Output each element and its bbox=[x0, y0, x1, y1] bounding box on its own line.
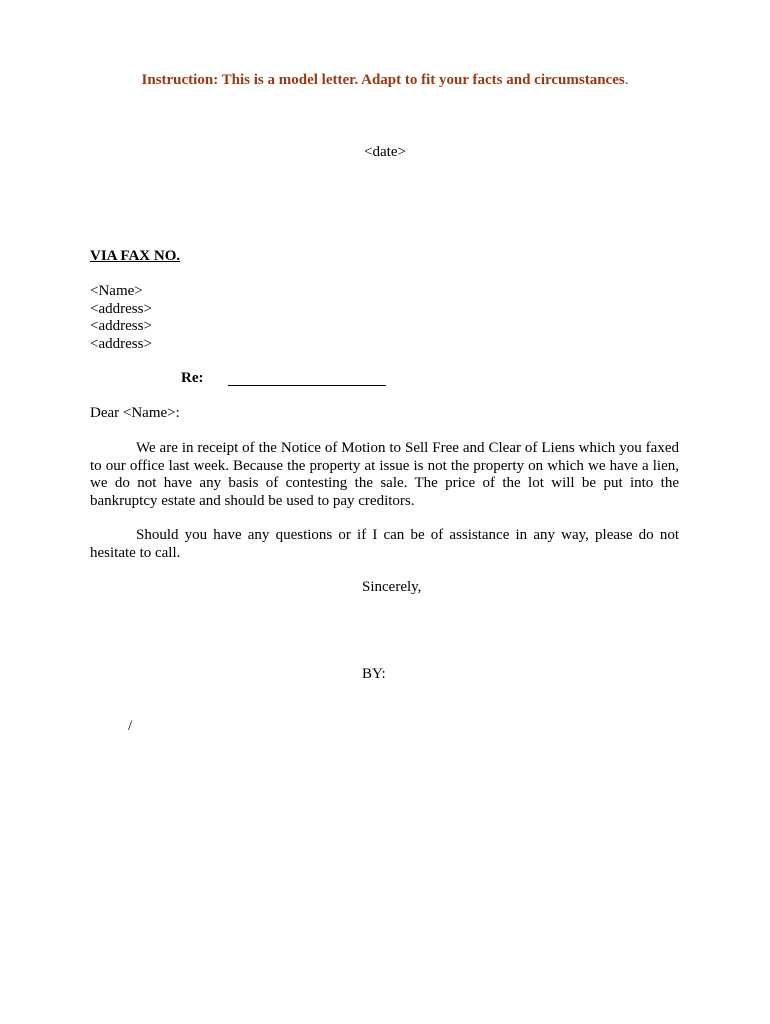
closing: Sincerely, bbox=[362, 579, 422, 595]
salutation: Dear <Name>: bbox=[90, 405, 180, 421]
recipient-address-line: <address> bbox=[90, 335, 152, 352]
initials-mark: / bbox=[128, 718, 133, 734]
body-paragraph: We are in receipt of the Notice of Motion to Sell Free and Clear of Liens which you faxed to our office last week. Because the property at issue is not the property on which we have a lien, we do not have any basis of contesting the sale. The price of the lot will be put into the bankruptcy estate and should be used to pay creditors. bbox=[90, 440, 679, 509]
recipient-block bbox=[90, 283, 152, 353]
recipient-name: <Name> bbox=[90, 283, 143, 299]
instruction-period: . bbox=[624, 72, 629, 88]
recipient-address-line: <address> bbox=[90, 318, 152, 334]
letter-date: <date> bbox=[364, 144, 406, 160]
via-fax-line: VIA FAX NO. bbox=[90, 248, 181, 264]
body-paragraph: Should you have any questions or if I can be of assistance in any way, please do not hesitate to call. bbox=[90, 527, 679, 561]
recipient-address-line: <address> bbox=[90, 300, 152, 317]
instruction-note bbox=[0, 72, 770, 89]
signature-by-label: BY: bbox=[362, 666, 386, 682]
instruction-text: Instruction: This is a model letter. Adapt to fit your facts and circumstances bbox=[141, 72, 625, 88]
re-blank-line bbox=[228, 385, 386, 386]
re-label: Re: bbox=[181, 370, 204, 386]
